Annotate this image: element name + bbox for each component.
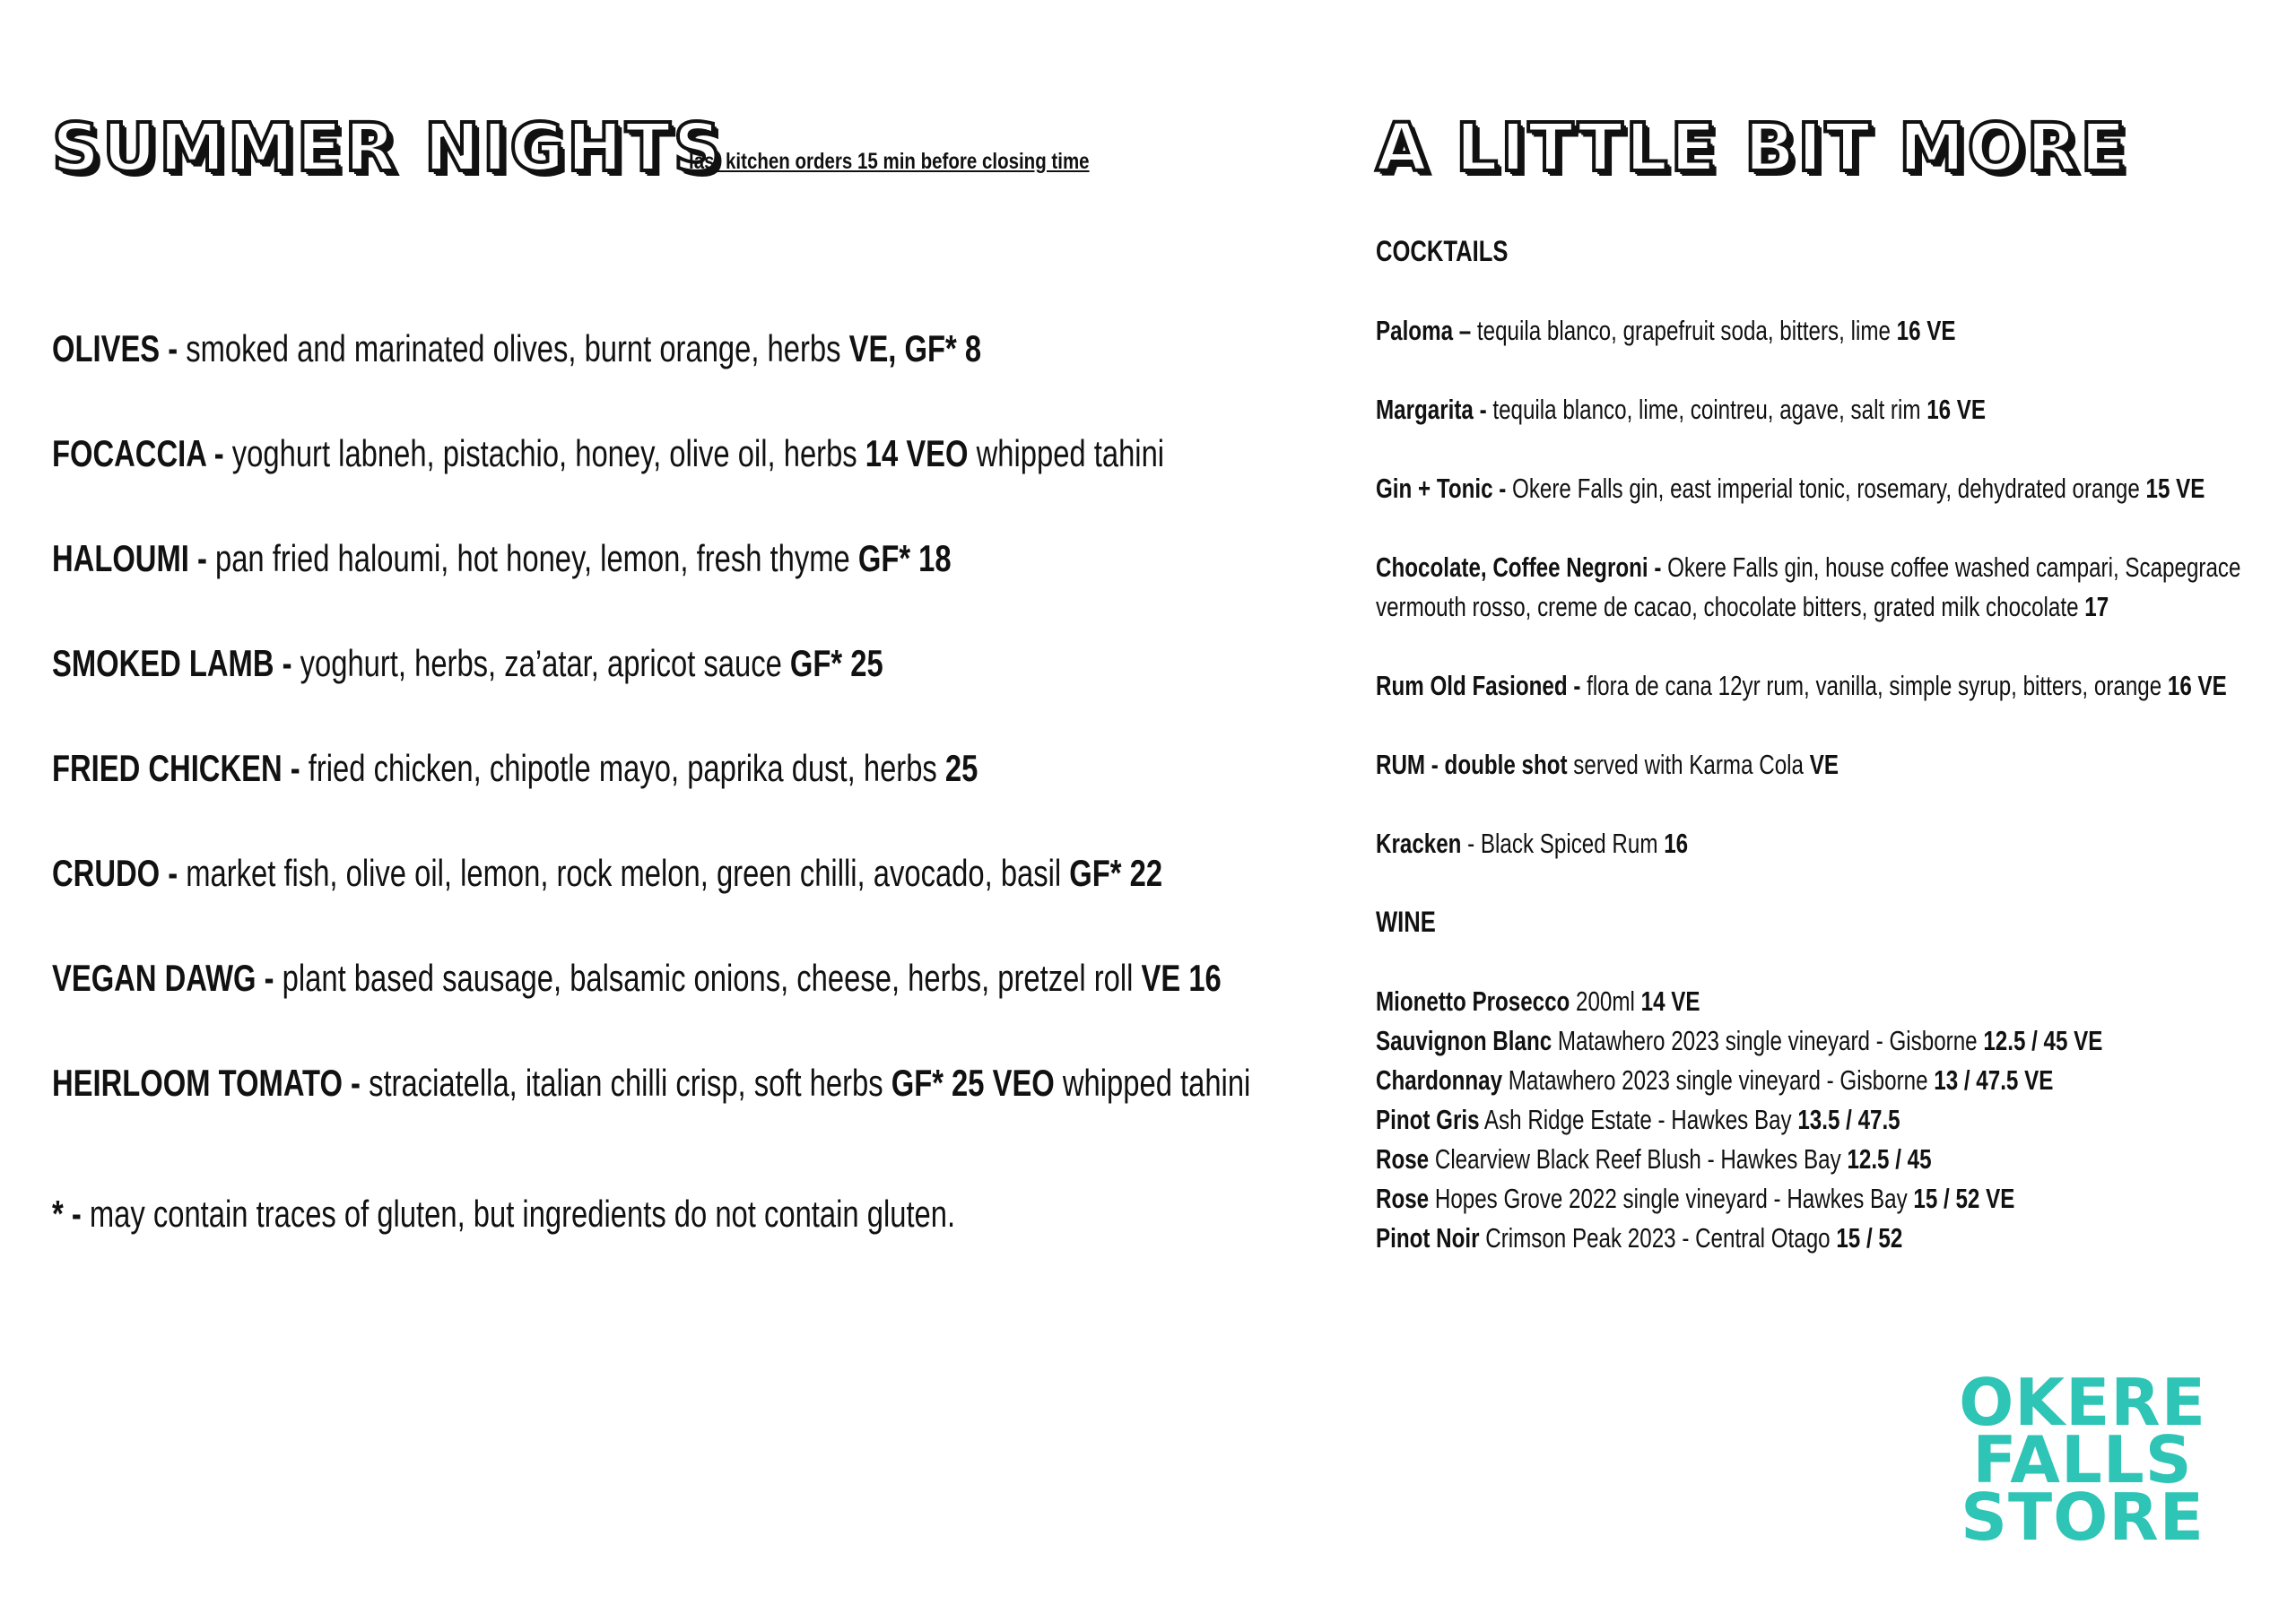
drink-desc: served with Karma Cola xyxy=(1567,749,1810,780)
item-extra: whipped tahini xyxy=(1054,1062,1251,1104)
drink-desc: tequila blanco, lime, cointreu, agave, salt rim xyxy=(1492,394,1927,425)
drink-name: Paloma – xyxy=(1376,315,1477,346)
item-extra: whipped tahini xyxy=(968,432,1165,474)
wine-price: 15 / 52 xyxy=(1836,1222,1903,1254)
wine-desc: Hopes Grove 2022 single vineyard - Hawkes Bay xyxy=(1429,1183,1914,1214)
wine-price: 13.5 / 47.5 xyxy=(1797,1104,1900,1135)
wine-price: 15 / 52 VE xyxy=(1913,1183,2015,1214)
item-price: 14 VEO xyxy=(865,432,969,474)
drink-name: Kracken xyxy=(1376,828,1462,859)
wine-item xyxy=(1376,1061,2053,1100)
item-price: GF* 25 xyxy=(789,642,883,684)
wine-item xyxy=(1376,1140,1932,1179)
cocktail-negroni-line2 xyxy=(1376,587,2109,627)
item-desc: market fish, olive oil, lemon, rock melon, green chilli, avocado, basil xyxy=(186,852,1070,894)
kitchen-orders-note: last kitchen orders 15 min before closing time xyxy=(689,149,1090,174)
wine-price: 12.5 / 45 xyxy=(1847,1143,1932,1175)
item-desc: pan fried haloumi, hot honey, lemon, fresh thyme xyxy=(214,537,858,579)
item-desc: yoghurt, herbs, za’atar, apricot sauce xyxy=(300,642,790,684)
wine-name: Rose xyxy=(1376,1143,1430,1175)
wine-name: Pinot Gris xyxy=(1376,1104,1480,1135)
wine-price: 14 VE xyxy=(1640,985,1700,1017)
menu-item-olives xyxy=(52,325,981,372)
logo-line-store: STORE xyxy=(1961,1480,2205,1555)
item-name: CRUDO - xyxy=(52,852,187,894)
menu-item-haloumi xyxy=(52,535,952,582)
item-name: OLIVES - xyxy=(52,327,187,369)
drink-desc-continued: vermouth rosso, creme de cacao, chocolate bitters, grated milk chocolate xyxy=(1376,591,2085,622)
menu-item-heirloom-tomato xyxy=(52,1060,1250,1107)
menu-item-smoked-lamb xyxy=(52,640,883,687)
drink-price: 16 VE xyxy=(1896,315,1956,346)
wine-desc: Matawhero 2023 single vineyard - Gisborne xyxy=(1502,1064,1935,1096)
drink-desc: tequila blanco, grapefruit soda, bitters, lime xyxy=(1476,315,1897,346)
drink-price: VE xyxy=(1809,749,1839,780)
logo-line-okere: OKERE xyxy=(1959,1365,2206,1440)
wine-name: Chardonnay xyxy=(1376,1064,1503,1096)
wine-item xyxy=(1376,1219,1902,1258)
wine-desc: 200ml xyxy=(1570,985,1641,1017)
gluten-footnote xyxy=(52,1191,955,1237)
wine-name: Sauvignon Blanc xyxy=(1376,1025,1552,1056)
item-price: GF* 22 xyxy=(1069,852,1163,894)
wine-price: 13 / 47.5 VE xyxy=(1934,1064,2054,1096)
wine-item xyxy=(1376,1021,2102,1061)
rum-double-shot xyxy=(1376,745,1839,785)
drink-price: 16 VE xyxy=(1926,394,1987,425)
item-desc: smoked and marinated olives, burnt orange, herbs xyxy=(186,327,849,369)
item-price: 25 xyxy=(944,747,978,789)
drink-desc: - Black Spiced Rum xyxy=(1461,828,1665,859)
cocktails-heading: COCKTAILS xyxy=(1376,235,1509,267)
drink-desc: Okere Falls gin, house coffee washed campari, Scapegrace xyxy=(1667,551,2241,583)
drink-price: 15 VE xyxy=(2145,473,2205,504)
wine-item xyxy=(1376,1100,1900,1140)
item-name: FOCACCIA - xyxy=(52,432,232,474)
cocktail-margarita xyxy=(1376,390,1986,430)
drink-price: 17 xyxy=(2084,591,2109,622)
drink-shot: double shot xyxy=(1444,749,1568,780)
drink-desc: Okere Falls gin, east imperial tonic, rosemary, dehydrated orange xyxy=(1512,473,2146,504)
wine-item xyxy=(1376,1179,2014,1219)
item-price: VE 16 xyxy=(1141,957,1222,999)
item-price: GF* 25 VEO xyxy=(891,1062,1055,1104)
wine-name: Mionetto Prosecco xyxy=(1376,985,1570,1017)
wine-desc: Crimson Peak 2023 - Central Otago xyxy=(1479,1222,1837,1254)
logo-line-falls: FALLS xyxy=(1972,1422,2193,1497)
okere-falls-store-logo xyxy=(1948,1365,2217,1555)
wine-item xyxy=(1376,982,1700,1021)
cocktail-gin-tonic xyxy=(1376,469,2205,508)
wine-desc: Matawhero 2023 single vineyard - Gisborne xyxy=(1552,1025,1984,1056)
drink-name: Chocolate, Coffee Negroni - xyxy=(1376,551,1668,583)
cocktail-paloma xyxy=(1376,311,1956,351)
drink-price: 16 VE xyxy=(2167,670,2227,701)
footnote-mark: * - xyxy=(52,1193,90,1235)
menu-item-fried-chicken xyxy=(52,745,978,792)
item-name: HALOUMI - xyxy=(52,537,215,579)
menu-item-focaccia xyxy=(52,430,1164,477)
wine-desc: Clearview Black Reef Blush - Hawkes Bay xyxy=(1429,1143,1848,1175)
item-desc: straciatella, italian chilli crisp, soft herbs xyxy=(369,1062,891,1104)
drink-name: Rum Old Fasioned - xyxy=(1376,670,1587,701)
item-name: SMOKED LAMB - xyxy=(52,642,300,684)
wine-name: Rose xyxy=(1376,1183,1430,1214)
cocktail-negroni xyxy=(1376,548,2240,587)
item-price: VE, GF* 8 xyxy=(848,327,982,369)
wine-name: Pinot Noir xyxy=(1376,1222,1480,1254)
cocktail-rum-old-fashioned xyxy=(1376,666,2227,706)
item-name: VEGAN DAWG - xyxy=(52,957,283,999)
drink-name: Margarita - xyxy=(1376,394,1493,425)
kracken-rum xyxy=(1376,824,1688,864)
menu-item-vegan-dawg xyxy=(52,955,1222,1002)
drink-price: 16 xyxy=(1664,828,1689,859)
item-price: GF* 18 xyxy=(857,537,952,579)
drink-name: Gin + Tonic - xyxy=(1376,473,1513,504)
summer-nights-title: SUMMER NIGHTS xyxy=(52,109,724,187)
item-name: HEIRLOOM TOMATO - xyxy=(52,1062,370,1104)
drink-name: RUM - xyxy=(1376,749,1445,780)
wine-desc: Ash Ridge Estate - Hawkes Bay xyxy=(1479,1104,1798,1135)
footnote-text: may contain traces of gluten, but ingredients do not contain gluten. xyxy=(89,1193,956,1235)
wine-price: 12.5 / 45 VE xyxy=(1983,1025,2103,1056)
a-little-bit-more-title: A LITTLE BIT MORE xyxy=(1376,109,2129,187)
menu-item-crudo xyxy=(52,850,1162,897)
drink-desc: flora de cana 12yr rum, vanilla, simple syrup, bitters, orange xyxy=(1587,670,2168,701)
wine-heading: WINE xyxy=(1376,906,1436,938)
item-name: FRIED CHICKEN - xyxy=(52,747,309,789)
item-desc: yoghurt labneh, pistachio, honey, olive oil, herbs xyxy=(231,432,865,474)
item-desc: fried chicken, chipotle mayo, paprika dust, herbs xyxy=(308,747,945,789)
item-desc: plant based sausage, balsamic onions, cheese, herbs, pretzel roll xyxy=(282,957,1142,999)
